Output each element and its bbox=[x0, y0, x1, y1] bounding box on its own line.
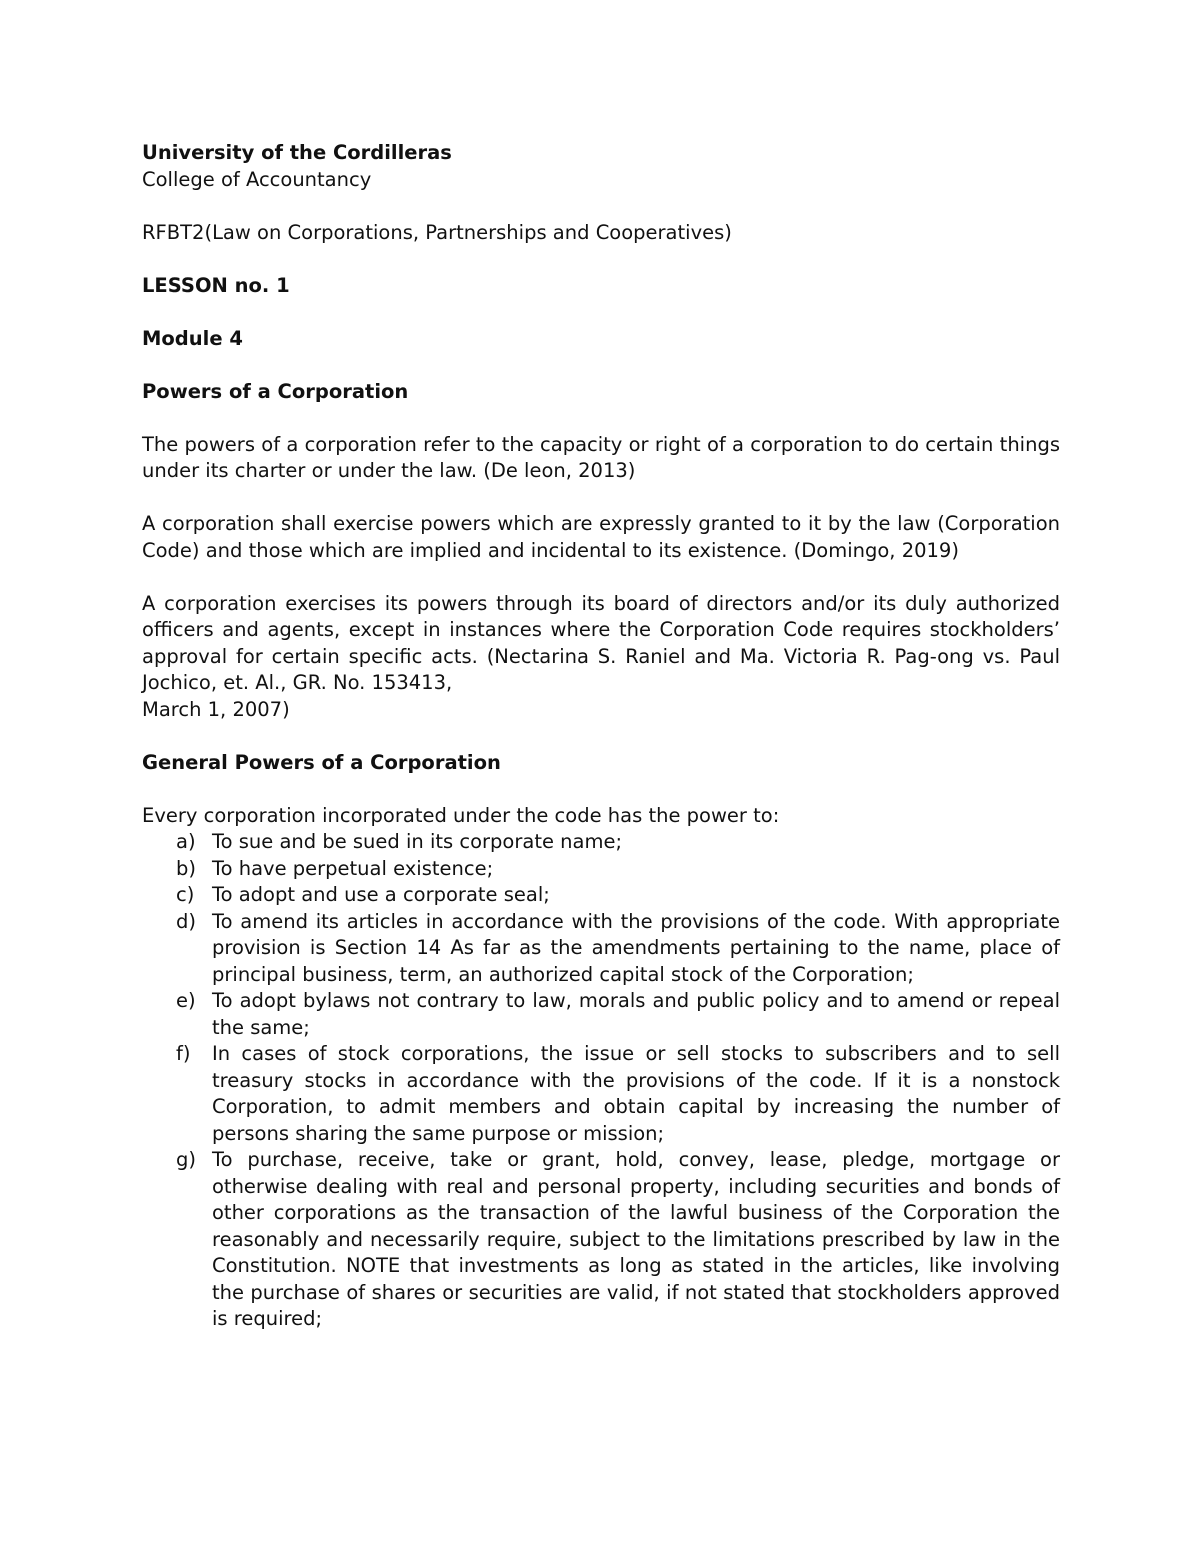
list-item bbox=[142, 909, 1060, 989]
list-marker: g) bbox=[176, 1148, 196, 1171]
list-item-text: To sue and be sued in its corporate name; bbox=[212, 830, 623, 853]
list-marker: f) bbox=[176, 1042, 191, 1065]
university-name: University of the Cordilleras bbox=[142, 141, 452, 164]
list-intro: Every corporation incorporated under the code has the power to: bbox=[142, 803, 780, 827]
list-item-text: To purchase, receive, take or grant, hold, convey, lease, pledge, mortgage or otherwise dealing with real and personal property, including securities and bonds of other corporations as the transaction of the lawful business of the Corporation the reasonably and necessarily require, subject to the limitations prescribed by law in the Constitution. NOTE that investments as long as stated in the articles, like involving the purchase of shares or securities are valid, if not stated that stockholders approved is required; bbox=[212, 1148, 1060, 1330]
spacer bbox=[142, 352, 1060, 379]
list-item bbox=[142, 1147, 1060, 1333]
list-item bbox=[142, 1041, 1060, 1147]
list-marker: d) bbox=[176, 909, 196, 933]
spacer bbox=[142, 485, 1060, 512]
paragraph-express-implied: A corporation shall exercise powers which are expressly granted to it by the law (Corporation Code) and those which are implied and incidental to its existence. (Domingo, 2019) bbox=[142, 512, 1060, 562]
citation-date: March 1, 2007) bbox=[142, 697, 290, 721]
section-heading-powers: Powers of a Corporation bbox=[142, 379, 409, 403]
section-heading-general-powers: General Powers of a Corporation bbox=[142, 750, 501, 774]
lesson-number: LESSON no. 1 bbox=[142, 273, 290, 297]
spacer bbox=[142, 776, 1060, 803]
list-item-text: To adopt and use a corporate seal; bbox=[212, 883, 550, 906]
powers-list bbox=[142, 829, 1060, 1333]
list-item bbox=[142, 829, 1060, 856]
paragraph-board-of-directors: A corporation exercises its powers through its board of directors and/or its duly authorized officers and agents, except in instances where the Corporation Code requires stockholders’ approval for certain specific acts. (Nectarina S. Raniel and Ma. Victoria R. Pag-ong vs. Paul Jochico, et. Al., GR. No. 153413, bbox=[142, 591, 1060, 694]
list-item-text: To adopt bylaws not contrary to law, morals and public policy and to amend or repeal the same; bbox=[212, 989, 1060, 1039]
module-number: Module 4 bbox=[142, 326, 243, 350]
spacer bbox=[142, 723, 1060, 750]
list-item-text: To amend its articles in accordance with the provisions of the code. With appropriate provision is Section 14 As far as the amendments pertaining to the name, place of principal business, term, an authorized capital stock of the Corporation; bbox=[212, 909, 1060, 986]
list-marker: c) bbox=[176, 883, 195, 906]
list-marker: b) bbox=[176, 856, 196, 880]
list-item-text: In cases of stock corporations, the issue or sell stocks to subscribers and to sell treasury stocks in accordance with the provisions of the code. If it is a nonstock Corporation, to admit members and obtain capital by increasing the number of persons sharing the same purpose or mission; bbox=[212, 1042, 1060, 1145]
list-marker: a) bbox=[176, 830, 196, 853]
spacer bbox=[142, 564, 1060, 591]
college-name: College of Accountancy bbox=[142, 167, 372, 191]
spacer bbox=[142, 246, 1060, 273]
spacer bbox=[142, 193, 1060, 220]
spacer bbox=[142, 405, 1060, 432]
list-marker: e) bbox=[176, 989, 196, 1012]
list-item bbox=[142, 882, 1060, 909]
course-title: RFBT2(Law on Corporations, Partnerships and Cooperatives) bbox=[142, 220, 732, 244]
list-item bbox=[142, 988, 1060, 1041]
paragraph-definition: The powers of a corporation refer to the capacity or right of a corporation to do certain things under its charter or under the law. (De leon, 2013) bbox=[142, 432, 1060, 482]
list-item bbox=[142, 856, 1060, 883]
document-page bbox=[142, 140, 1060, 1333]
spacer bbox=[142, 299, 1060, 326]
list-item-text: To have perpetual existence; bbox=[212, 856, 494, 880]
